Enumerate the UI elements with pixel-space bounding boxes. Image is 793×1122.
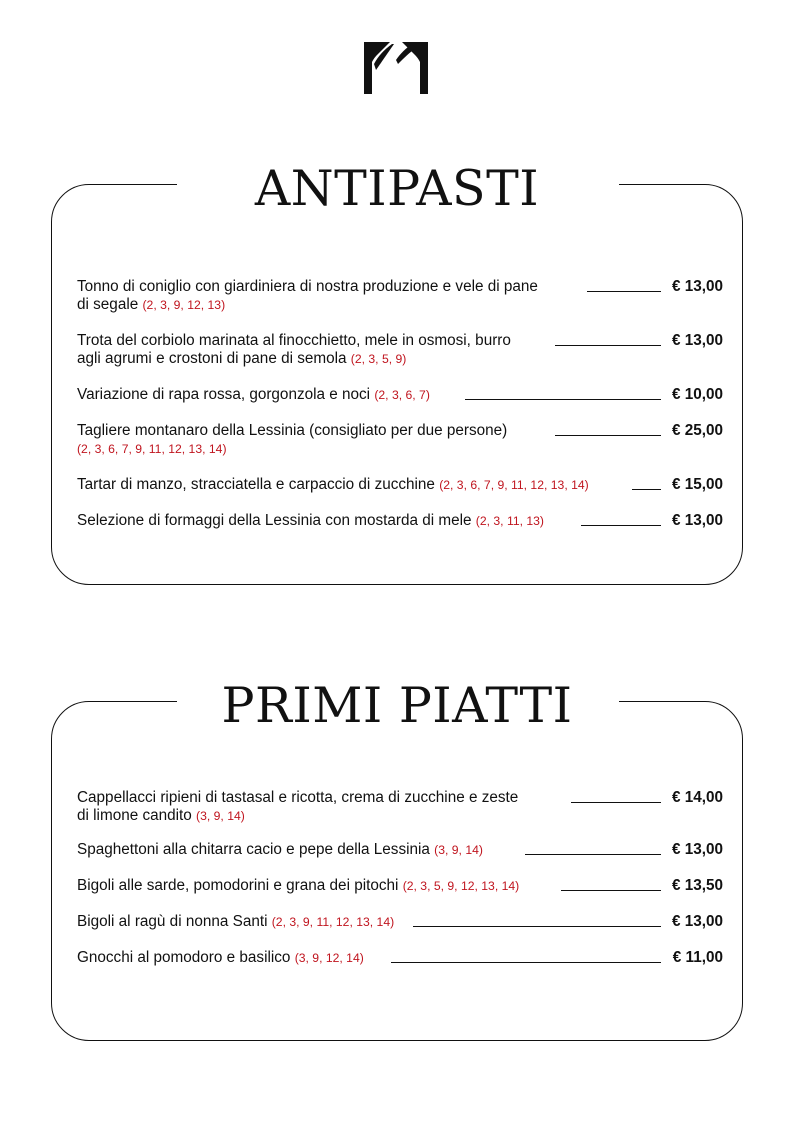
item-allergens: (2, 3, 6, 7, 9, 11, 12, 13, 14) (439, 478, 589, 492)
item-allergens: (2, 3, 6, 7, 9, 11, 12, 13, 14) (77, 442, 227, 456)
item-allergens: (2, 3, 5, 9, 12, 13, 14) (402, 879, 520, 893)
item-name-cont: di segale (77, 296, 139, 313)
item-price: € 14,00 (671, 789, 723, 806)
dotted-leader (391, 962, 661, 963)
primi-section (51, 677, 743, 1047)
item-name: Tagliere montanaro della Lessinia (consigliato per due persone) (77, 422, 508, 439)
item-name: Variazione di rapa rossa, gorgonzola e noci (77, 386, 371, 403)
menu-item (77, 841, 723, 859)
menu-item (77, 386, 723, 404)
item-allergens: (3, 9, 14) (434, 843, 483, 857)
primi-frame (51, 701, 743, 1041)
item-allergens: (3, 9, 14) (196, 809, 245, 823)
menu-item (77, 789, 723, 825)
primi-title: PRIMI PIATTI (221, 677, 573, 734)
item-price: € 13,00 (671, 278, 723, 295)
item-price: € 11,00 (672, 949, 723, 966)
item-price: € 13,00 (671, 841, 723, 858)
item-name: Trota del corbiolo marinata al finocchietto, mele in osmosi, burro (77, 332, 511, 349)
menu-item (77, 332, 723, 368)
item-price: € 25,00 (671, 422, 723, 439)
restaurant-logo (364, 40, 428, 96)
item-allergens: (2, 3, 5, 9) (350, 352, 407, 366)
item-allergens: (2, 3, 9, 12, 13) (142, 298, 226, 312)
dotted-leader (555, 435, 661, 436)
dotted-leader (561, 890, 661, 891)
item-price: € 13,50 (671, 877, 723, 894)
item-name: Cappellacci ripieni di tastasal e ricotta, crema di zucchine e zeste (77, 789, 519, 806)
item-name: Gnocchi al pomodoro e basilico (77, 949, 291, 966)
menu-item (77, 278, 723, 314)
item-name: Tonno di coniglio con giardiniera di nostra produzione e vele di pane (77, 278, 538, 295)
menu-item (77, 877, 723, 895)
item-price: € 13,00 (671, 913, 723, 930)
dotted-leader (465, 399, 661, 400)
item-name: Tartar di manzo, stracciatella e carpaccio di zucchine (77, 476, 435, 493)
dotted-leader (555, 345, 661, 346)
item-allergens: (2, 3, 9, 11, 12, 13, 14) (271, 915, 395, 929)
item-name-cont: agli agrumi e crostoni di pane di semola (77, 350, 347, 367)
menu-item (77, 949, 723, 967)
item-name: Selezione di formaggi della Lessinia con mostarda di mele (77, 512, 472, 529)
menu-item (77, 512, 723, 530)
item-name: Bigoli al ragù di nonna Santi (77, 913, 268, 930)
dotted-leader (581, 525, 661, 526)
antipasti-section (51, 160, 743, 590)
menu-item (77, 422, 723, 458)
item-allergens: (2, 3, 11, 13) (475, 514, 544, 528)
item-price: € 13,00 (671, 512, 723, 529)
dotted-leader (571, 802, 661, 803)
item-name: Bigoli alle sarde, pomodorini e grana dei pitochi (77, 877, 399, 894)
item-price: € 10,00 (671, 386, 723, 403)
dotted-leader (587, 291, 661, 292)
item-name: Spaghettoni alla chitarra cacio e pepe della Lessinia (77, 841, 430, 858)
dotted-leader (525, 854, 661, 855)
item-price: € 13,00 (671, 332, 723, 349)
item-name-cont: di limone candito (77, 807, 192, 824)
item-price: € 15,00 (671, 476, 723, 493)
dotted-leader (632, 489, 661, 490)
dotted-leader (413, 926, 661, 927)
item-allergens: (3, 9, 12, 14) (294, 951, 364, 965)
menu-item (77, 476, 723, 494)
item-allergens: (2, 3, 6, 7) (374, 388, 430, 402)
antipasti-title: ANTIPASTI (254, 160, 540, 217)
menu-item (77, 913, 723, 931)
